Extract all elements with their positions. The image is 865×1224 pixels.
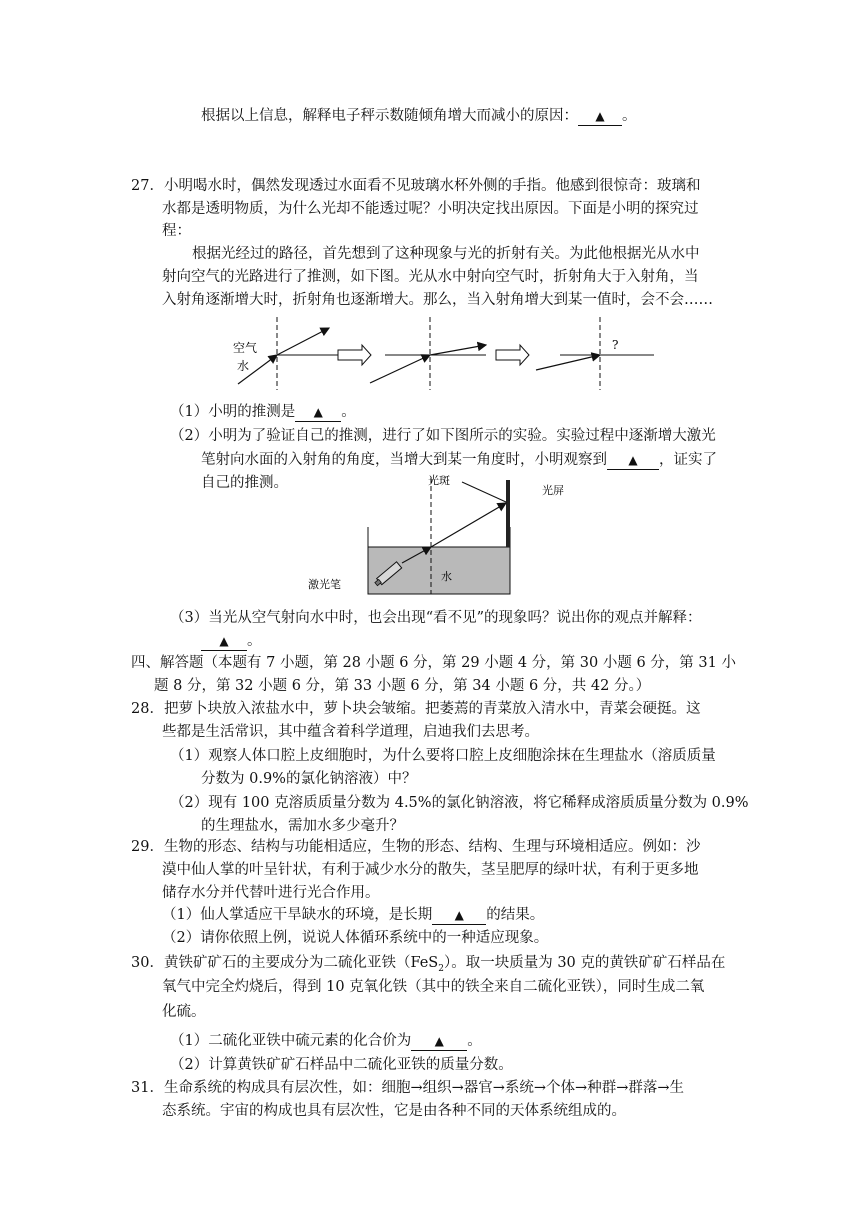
light-screen [506, 480, 510, 547]
screen-label: 光屏 [542, 484, 564, 497]
q27-sub3-line-1: （3）当光从空气射向水中时，也会出现“看不见”的现象吗？说出你的观点并解释： [170, 610, 702, 626]
q29-line-2: 漠中仙人掌的叶呈针状，有利于减少水分的散失，茎呈肥厚的绿叶状，有利于更多地 [162, 862, 699, 878]
q27-sub2-line-3: 自己的推测。 [201, 475, 288, 491]
q30-line-3: 化硫。 [162, 1004, 206, 1020]
water-label: 水 [237, 359, 250, 373]
q30-line-1: 30．黄铁矿矿石的主要成分为二硫化亚铁（FeS$_2$）。取一块质量为 30 克的黄铁矿矿石样品在 [131, 955, 726, 974]
transition-arrow-icon [496, 345, 529, 365]
q28-sub2-line-2: 的生理盐水，需加水多少毫升？ [201, 818, 404, 834]
section4-line-1: 四、解答题（本题有 7 小题，第 28 小题 6 分，第 29 小题 4 分，第 30 小题 6 分，第 31 小 [131, 655, 736, 671]
q30-line-2: 氧气中完全灼烧后，得到 10 克氧化铁（其中的铁全来自二硫化亚铁），同时生成二氧 [162, 979, 705, 995]
q28-sub1-line-2: 分数为 0.9%的氯化钠溶液）中？ [201, 771, 417, 787]
q27-line-5: 射向空气的光路进行了推测，如下图。光从水中射向空气时，折射角大于入射角，当 [162, 269, 699, 285]
q31-line-2: 态系统。宇宙的构成也具有层次性，它是由各种不同的天体系统组成的。 [162, 1103, 626, 1119]
laser-pen-label: 激光笔 [308, 578, 341, 591]
q27-sub1: （1）小明的推测是 ▲ 。 [170, 404, 356, 420]
q27-line-6: 入射角逐渐增大时，折射角也逐渐增大。那么，当入射角增大到某一值时，会不会…… [162, 292, 713, 308]
q27-sub3-line-2: ▲ 。 [201, 632, 262, 651]
answer-blank: ▲ [201, 632, 247, 651]
q28-sub1-line-1: （1）观察人体口腔上皮细胞时，为什么要将口腔上皮细胞涂抹在生理盐水（溶质质量 [170, 748, 716, 764]
q27-sub2-line-1: （2）小明为了验证自己的推测，进行了如下图所示的实验。实验过程中逐渐增大激光 [170, 428, 716, 444]
q27-line-2: 水都是透明物质，为什么光却不能透过呢？小明决定找出原因。下面是小明的探究过 [162, 201, 699, 217]
answer-blank: ▲ [607, 451, 659, 470]
q28-sub2-line-1: （2）现有 100 克溶质质量分数为 4.5%的氯化钠溶液，将它稀释成溶质质量分数为 0.9% [170, 795, 749, 811]
answer-blank: ▲ [411, 1032, 467, 1051]
q29-line-1: 29．生物的形态、结构与功能相适应，生物的形态、结构、生理与环境相适应。例如：沙 [131, 839, 701, 855]
answer-blank: ▲ [578, 107, 622, 126]
q27-line-3: 程： [162, 223, 191, 239]
q27-line-1: 27．小明喝水时，偶然发现透过水面看不见玻璃水杯外侧的手指。他感到很惊奇：玻璃和 [131, 178, 701, 194]
answer-blank: ▲ [432, 906, 486, 925]
q27-line-4: 根据光经过的路径，首先想到了这种现象与光的折射有关。为此他根据光从水中 [192, 246, 700, 262]
question-mark: ? [612, 338, 619, 352]
spot-label: 光斑 [428, 474, 450, 487]
water-label: 水 [441, 570, 452, 583]
q31-line-1: 31．生命系统的构成具有层次性，如：细胞→组织→器官→系统→个体→种群→群落→生 [131, 1080, 684, 1096]
q28-line-2: 些都是生活常识，其中蕴含着科学道理，启迪我们去思考。 [162, 724, 539, 740]
q30-sub2: （2）计算黄铁矿矿石样品中二硫化亚铁的质量分数。 [170, 1057, 513, 1073]
laser-experiment-diagram [300, 470, 590, 600]
q29-line-3: 储存水分并代替叶进行光合作用。 [162, 885, 380, 901]
q28-line-1: 28．把萝卜块放入浓盐水中，萝卜块会皱缩。把萎蔫的青菜放入清水中，青菜会硬挺。这 [131, 701, 701, 717]
q26-tail-line: 根据以上信息，解释电子秤示数随倾角增大而减小的原因： ▲ 。 [201, 108, 637, 124]
q27-sub2-line-2: 笔射向水面的入射角的角度，当增大到某一角度时，小明观察到 ▲ ，证实了 [201, 452, 717, 468]
refraction-diagram [228, 312, 658, 394]
q30-sub1: （1）二硫化亚铁中硫元素的化合价为 ▲ 。 [170, 1033, 482, 1049]
q29-sub2: （2）请你依照上例，说说人体循环系统中的一种适应现象。 [162, 930, 549, 946]
section4-line-2: 题 8 分，第 32 小题 6 分，第 33 小题 6 分，第 34 小题 6 分，共 42 分。） [154, 678, 651, 694]
q29-sub1: （1）仙人掌适应干旱缺水的环境，是长期 ▲ 的结果。 [162, 907, 545, 923]
air-label: 空气 [233, 341, 258, 355]
answer-blank: ▲ [295, 403, 341, 422]
transition-arrow-icon [338, 345, 371, 365]
